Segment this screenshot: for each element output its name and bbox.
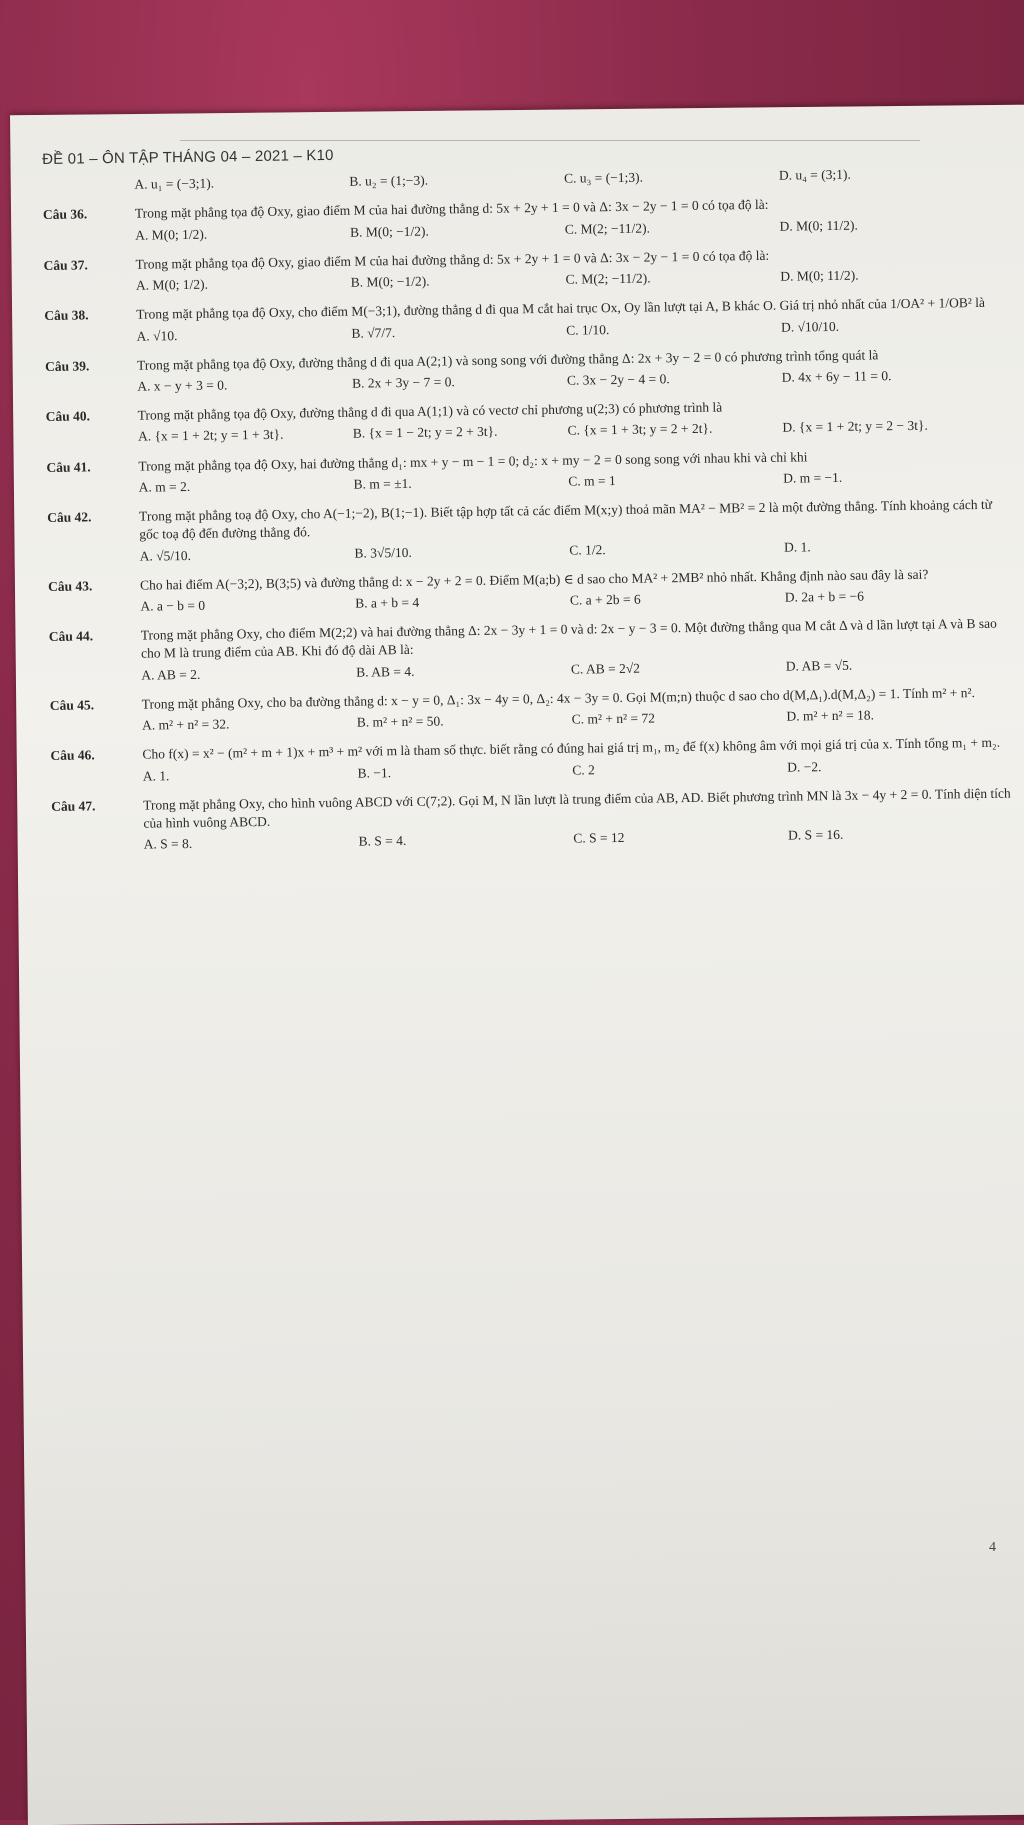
answer-option: A. 1. — [142, 767, 170, 784]
answer-option: A. m = 2. — [138, 478, 191, 495]
answer-option: D. 4x + 6y − 11 = 0. — [781, 368, 892, 385]
answer-option: A. √10. — [136, 327, 178, 344]
answer-option: D. −2. — [787, 758, 822, 775]
answer-option: C. {x = 1 + 3t; y = 2 + 2t}. — [567, 421, 713, 439]
exam-header: ĐỀ 01 – ÔN TẬP THÁNG 04 – 2021 – K10 — [42, 146, 334, 168]
page-number: 4 — [989, 1540, 996, 1555]
question — [49, 615, 1010, 689]
question — [43, 193, 1003, 249]
answer-option: C. M(2; −11/2). — [565, 270, 651, 287]
answer-option: A. √5/10. — [139, 547, 192, 564]
answer-option: B. M(0; −1/2). — [350, 273, 430, 290]
question-text: Trong mặt phẳng tọa độ Oxy, đường thẳng d đi qua A(2;1) và song song với đường thẳng Δ: 2x + 3y − 2 = 0 có phương trình tổng quát là — [136, 347, 879, 373]
answer-option: B. √7/7. — [351, 324, 396, 341]
answer-option: D. m² + n² = 18. — [786, 707, 875, 724]
answer-option: C. 1/2. — [569, 541, 606, 558]
answer-option: A. M(0; 1/2). — [135, 276, 208, 293]
answer-option: D. AB = √5. — [785, 657, 853, 674]
answer-option: B. M(0; −1/2). — [349, 223, 429, 240]
question — [48, 564, 1008, 620]
answer-option: A. a − b = 0 — [140, 597, 206, 614]
answer-option: B. m² + n² = 50. — [356, 713, 444, 730]
question-text: Trong mặt phẳng tọa độ Oxy, cho điểm M(−3;1), đường thẳng d đi qua M cắt hai trục Ox, Oy lần lượt tại A, B khác O. Giá trị nhỏ nhất của 1/OA² + 1/OB² là — [136, 295, 986, 323]
answer-option: B. {x = 1 − 2t; y = 2 + 3t}. — [352, 424, 498, 442]
answer-option: B. a + b = 4 — [355, 594, 420, 611]
question-text: Trong mặt phẳng Oxy, cho ba đường thẳng d: x − y = 0, Δ₁: 3x − 4y = 0, Δ₂: 4x − 3y = 0. Gọi M(m;n) thuộc d sao cho d(M,Δ₁).d(M,Δ₂) = 1. Tính m² + n². — [141, 684, 975, 712]
question-label: Câu 46. — [50, 747, 95, 764]
question-label: Câu 37. — [43, 257, 88, 273]
question-text: Trong mặt phẳng Oxy, cho hình vuông ABCD với C(7;2). Gọi M, N lần lượt là trung điểm của AB, AD. Biết phương trình MN là 3x − 4y + 2 = 0. Tính diện tích của hình vuông ABCD. — [143, 785, 1011, 831]
answer-option: A. u₁ = (−3;1). — [134, 175, 215, 192]
answer-option: C. 1/10. — [566, 321, 610, 338]
answer-option: D. √10/10. — [780, 318, 840, 335]
question-label: Câu 44. — [48, 628, 94, 645]
answer-option: A. {x = 1 + 2t; y = 1 + 3t}. — [137, 427, 284, 445]
answer-option: A. S = 8. — [143, 836, 193, 852]
question-text: Cho hai điểm A(−3;2), B(3;5) và đường thẳng d: x − 2y + 2 = 0. Điểm M(a;b) ∈ d sao cho MA² + 2MB² nhỏ nhất. Khẳng định nào sau đây là sai? — [139, 566, 929, 593]
answer-option: D. 1. — [783, 538, 811, 555]
question-list — [42, 161, 1011, 858]
question — [46, 445, 1006, 501]
answer-option: A. m² + n² = 32. — [141, 716, 230, 733]
answer-option: D. 2a + b = −6 — [784, 588, 864, 605]
answer-option: C. m² + n² = 72 — [571, 710, 656, 727]
answer-option: D. {x = 1 + 2t; y = 2 − 3t}. — [782, 418, 928, 436]
question-label: Câu 39. — [44, 358, 90, 374]
answer-option: B. −1. — [357, 764, 392, 781]
question-text: Cho f(x) = x² − (m² + m + 1)x + m³ + m² với m là tham số thực. biết rằng có đúng hai giá trị m₁, m₂ để f(x) không âm với mọi giá trị của x. Tính tổng m₁ + m₂. — [142, 734, 1001, 762]
question — [47, 496, 1008, 570]
question-label: Câu 36. — [42, 206, 88, 223]
answer-option: D. M(0; 11/2). — [779, 217, 858, 234]
answer-option: C. u₃ = (−1;3). — [563, 169, 644, 186]
answer-option: A. M(0; 1/2). — [135, 226, 208, 243]
answer-option: B. u₂ = (1;−3). — [349, 172, 429, 189]
answer-option: C. 3x − 2y − 4 = 0. — [566, 371, 670, 388]
question-text: Trong mặt phẳng tọa độ Oxy, hai đường thẳng d₁: mx + y − m − 1 = 0; d₂: x + my − 2 = 0 song song với nhau khi và chỉ khi — [138, 449, 808, 474]
answer-option: D. M(0; 11/2). — [780, 267, 859, 284]
answer-option: C. AB = 2√2 — [570, 660, 641, 677]
answer-option: B. 2x + 3y − 7 = 0. — [352, 374, 455, 391]
answer-option: D. m = −1. — [783, 469, 843, 486]
answer-option: A. AB = 2. — [141, 666, 201, 683]
question-label: Câu 40. — [45, 408, 91, 425]
question — [43, 243, 1003, 299]
answer-option: A. x − y + 3 = 0. — [137, 377, 228, 394]
question-label: Câu 45. — [49, 697, 95, 713]
question — [45, 344, 1005, 400]
question-label: Câu 47. — [51, 798, 96, 814]
question-label: Câu 43. — [47, 578, 93, 594]
question-label: Câu 38. — [44, 307, 89, 324]
answer-option: D. S = 16. — [788, 827, 844, 843]
answer-option: C. m = 1 — [568, 472, 616, 489]
question — [44, 294, 1004, 350]
question-label: Câu 42. — [47, 509, 92, 526]
question — [50, 683, 1010, 739]
question — [51, 784, 1012, 858]
question-text: Trong mặt phẳng tọa độ Oxy, đường thẳng d đi qua A(1;1) và có vectơ chỉ phương u(2;3) có phương trình là — [137, 399, 723, 423]
exam-content — [42, 137, 1012, 867]
question-text: Trong mặt phẳng toạ độ Oxy, cho A(−1;−2), B(1;−1). Biết tập hợp tất cả các điểm M(x;y) thoả mãn MA² − MB² = 2 là một đường thẳng. Tính khoảng cách từ gốc toạ độ đến đường thẳng đó. — [139, 496, 993, 542]
answer-option: B. m = ±1. — [353, 475, 412, 492]
answer-option: B. S = 4. — [358, 833, 407, 849]
answer-option: B. AB = 4. — [356, 663, 415, 680]
question — [46, 395, 1006, 451]
question-text: Trong mặt phẳng tọa độ Oxy, giao điểm M của hai đường thẳng d: 5x + 2y + 1 = 0 và Δ: 3x − 2y − 1 = 0 có tọa độ là: — [134, 197, 769, 222]
question-text: Trong mặt phẳng tọa độ Oxy, giao điểm M của hai đường thẳng d: 5x + 2y + 1 = 0 và Δ: 3x − 2y − 1 = 0 có tọa độ là: — [135, 247, 770, 272]
answer-option: D. u₄ = (3;1). — [778, 166, 851, 183]
answer-option: C. M(2; −11/2). — [564, 220, 651, 237]
question-label: Câu 41. — [46, 459, 91, 475]
question — [50, 734, 1010, 790]
answer-option: C. S = 12 — [573, 830, 625, 846]
question-text: Trong mặt phẳng Oxy, cho điểm M(2;2) và hai đường thẳng Δ: 2x − 3y + 1 = 0 và d: 2x − y − 3 = 0. Một đường thẳng qua M cắt Δ và d lần lượt tại A và B sao cho M là trung điểm của AB. Khi đó độ dài AB là: — [140, 615, 997, 662]
answer-option: C. a + 2b = 6 — [569, 591, 641, 608]
answer-option: C. 2 — [572, 761, 595, 778]
answer-option: B. 3√5/10. — [354, 544, 412, 561]
